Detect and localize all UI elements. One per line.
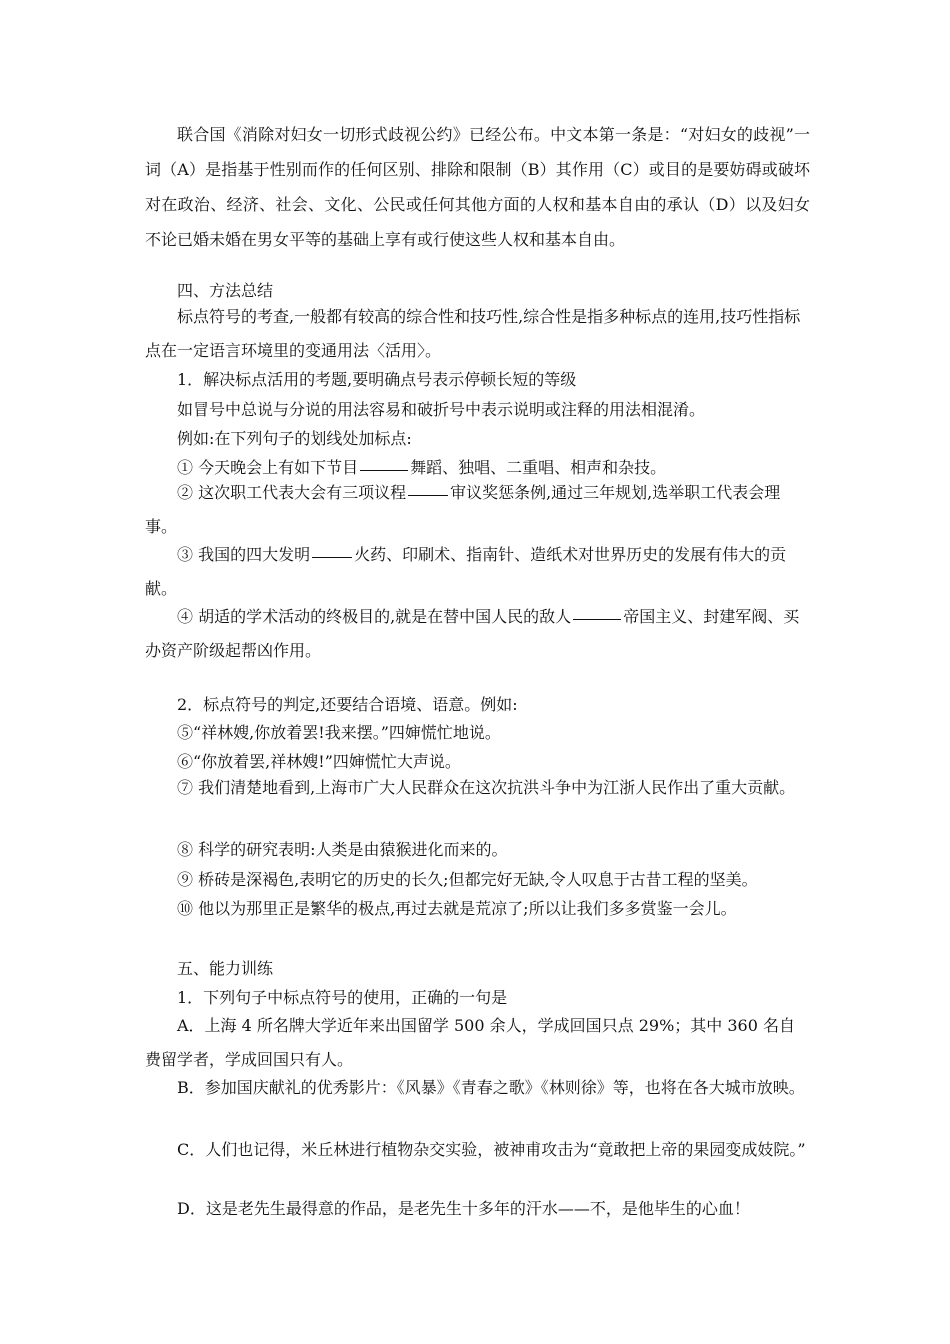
method-summary-paragraph: 标点符号的考查,一般都有较高的综合性和技巧性,综合性是指多种标点的连用,技巧性指标点在一定语言环境里的变通用法〈活用〉。 [145, 307, 801, 360]
option-b: B．参加国庆献礼的优秀影片：《风暴》《青春之歌》《林则徐》等，也将在各大城市放映。 [177, 1078, 805, 1097]
example-3-start: ③ 我国的四大发明 [177, 545, 311, 564]
sentence-10: ⑩ 他以为那里正是繁华的极点,再过去就是荒凉了;所以让我们多多赏鉴一会儿。 [177, 899, 737, 918]
example-2-end: 审议奖惩条例,通过三年规划,选举职工代表会理事。 [145, 483, 781, 536]
example-2 [145, 476, 810, 544]
example-3 [145, 538, 810, 606]
sentence-5: ⑤“祥林嫂,你放着罢!我来摆。”四婶慌忙地说。 [177, 723, 501, 742]
example-4 [145, 600, 810, 668]
example-2-start: ② 这次职工代表大会有三项议程 [177, 483, 407, 502]
fill-blank-3 [312, 557, 352, 558]
sentence-7: ⑦ 我们清楚地看到,上海市广大人民群众在这次抗洪斗争中为江浙人民作出了重大贡献。 [177, 778, 796, 797]
colon-dash-note: 如冒号中总说与分说的用法容易和破折号中表示说明或注释的用法相混淆。 [177, 400, 706, 419]
section-heading-5: 五、能力训练 [177, 959, 274, 978]
example-1-start: ① 今天晚会上有如下节目 [177, 458, 359, 477]
example-3-end: 火药、印刷术、指南针、造纸术对世界历史的发展有伟大的贡献。 [145, 545, 787, 598]
sentence-6: ⑥“你放着罢,祥林嫂!”四婶慌忙大声说。 [177, 752, 461, 771]
section-heading-4: 四、方法总结 [177, 281, 274, 300]
option-d: D．这是老先生最得意的作品，是老先生十多年的汗水——不，是他毕生的心血！ [177, 1199, 750, 1218]
example-4-start: ④ 胡适的学术活动的终极目的,就是在替中国人民的敌人 [177, 607, 572, 626]
intro-paragraph: 联合国《消除对妇女一切形式歧视公约》已经公布。中文本第一条是：“对妇女的歧视”一词（A）是指基于性别而作的任何区别、排除和限制（B）其作用（C）或目的是要妨碍或破坏对在政治、经济、社会、文化、公民或任何其他方面的人权和基本自由的承认（D）以及妇女不论已婚未婚在男女平等的基础上享有或行使这些人权和基本自由。 [145, 125, 810, 249]
example-intro: 例如:在下列句子的划线处加标点: [177, 429, 412, 448]
point-2: 2．标点符号的判定,还要结合语境、语意。例如: [177, 695, 518, 714]
example-1-end: 舞蹈、独唱、二重唱、相声和杂技。 [410, 458, 667, 477]
sentence-9: ⑨ 桥砖是深褐色,表明它的历史的长久;但都完好无缺,令人叹息于古昔工程的坚美。 [177, 870, 758, 889]
fill-blank-2 [408, 495, 448, 496]
example-4-end: 帝国主义、封建军阀、买办资产阶级起帮凶作用。 [145, 607, 800, 660]
question-1: 1．下列句子中标点符号的使用，正确的一句是 [177, 988, 508, 1007]
sentence-8: ⑧ 科学的研究表明:人类是由猿猴进化而来的。 [177, 840, 508, 859]
fill-blank-4 [573, 619, 621, 620]
fill-blank-1 [360, 470, 408, 471]
point-1: 1．解决标点活用的考题,要明确点号表示停顿长短的等级 [177, 370, 577, 389]
option-c: C．人们也记得，米丘林进行植物杂交实验，被神甫攻击为“竟敢把上帝的果园变成妓院。” [177, 1140, 806, 1159]
option-a: A．上海 4 所名牌大学近年来出国留学 500 余人，学成回国只点 29%；其中 360 名自费留学者，学成回国只有人。 [145, 1016, 795, 1069]
